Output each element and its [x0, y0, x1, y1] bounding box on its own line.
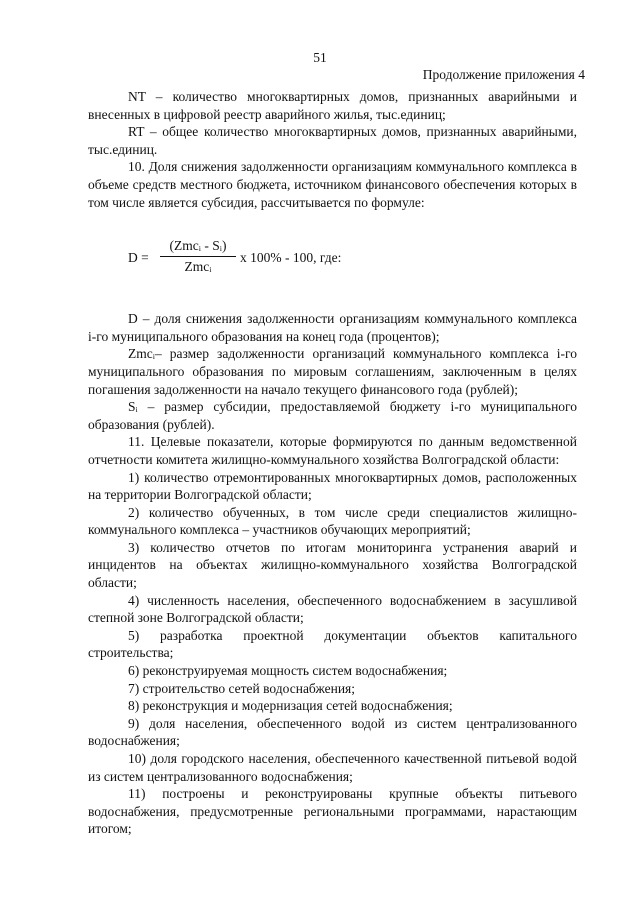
formula-numerator: (Zmcᵢ - Sᵢ) — [160, 237, 236, 257]
paragraph-11: 11. Целевые показатели, которые формируются по данным ведомственной отчетности комитета жилищно-коммунального хозяйства Волгоградской области: — [88, 434, 577, 467]
list-item-6: 6) реконструируемая мощность систем водоснабжения; — [128, 663, 448, 679]
list-item-7: 7) строительство сетей водоснабжения; — [128, 680, 356, 696]
formula — [88, 225, 577, 293]
definition-zmc: Zmcᵢ– размер задолженности организаций коммунального комплекса i-го муниципального образования по мировым соглашениям, заключенным в целях погашения задолженности на начало текущего финансового года (рублей); — [88, 346, 577, 397]
list-item-8: 8) реконструкция и модернизация сетей водоснабжения; — [128, 698, 453, 714]
formula-rhs: x 100% - 100, где: — [240, 250, 342, 266]
list-item-2: 2) количество обученных, в том числе среди специалистов жилищно-коммунального комплекса – участников обучающих мероприятий; — [88, 504, 577, 538]
definition-s: Sᵢ – размер субсидии, предоставляемой бюджету i-го муниципального образования (рублей). — [88, 399, 577, 432]
paragraph-10: 10. Доля снижения задолженности организациям коммунального комплекса в объеме средств местного бюджета, источником финансового обеспечения которых в том числе является субсидия, рассчитывается по формуле: — [88, 159, 577, 210]
formula-lhs: D = — [128, 250, 149, 266]
list-item-10: 10) доля городского населения, обеспеченного качественной питьевой водой из систем централизованного водоснабжения; — [88, 751, 577, 784]
list-item-11: 11) построены и реконструированы крупные объекты питьевого водоснабжения, предусмотренные региональными программами, нарастающим итогом; — [88, 786, 577, 837]
paragraph-rt: RT – общее количество многоквартирных домов, признанных аварийными, тыс.единиц. — [88, 124, 577, 157]
list-item-3: 3) количество отчетов по итогам мониторинга устранения аварий и инцидентов на объектах жилищно-коммунального хозяйства Волгоградской области; — [88, 539, 577, 591]
formula-fraction — [160, 237, 236, 275]
page-number: 51 — [313, 50, 327, 65]
formula-denominator: Zmcᵢ — [184, 258, 212, 274]
definition-d: D – доля снижения задолженности организациям коммунального комплекса i-го муниципального образования на конец года (процентов); — [88, 311, 577, 344]
list-item-1: 1) количество отремонтированных многоквартирных домов, расположенных на территории Волгоградской области; — [88, 469, 577, 503]
document-body — [88, 88, 577, 838]
list-item-9: 9) доля населения, обеспеченного водой из систем централизованного водоснабжения; — [88, 715, 577, 749]
appendix-label: Продолжение приложения 4 — [422, 67, 585, 82]
paragraph-nt: NT – количество многоквартирных домов, признанных аварийными и внесенных в цифровой реестр аварийного жилья, тыс.единиц; — [88, 89, 577, 122]
list-item-4: 4) численность населения, обеспеченного водоснабжением в засушливой степной зоне Волгоградской области; — [88, 592, 577, 626]
list-item-5: 5) разработка проектной документации объектов капитального строительства; — [88, 627, 577, 661]
